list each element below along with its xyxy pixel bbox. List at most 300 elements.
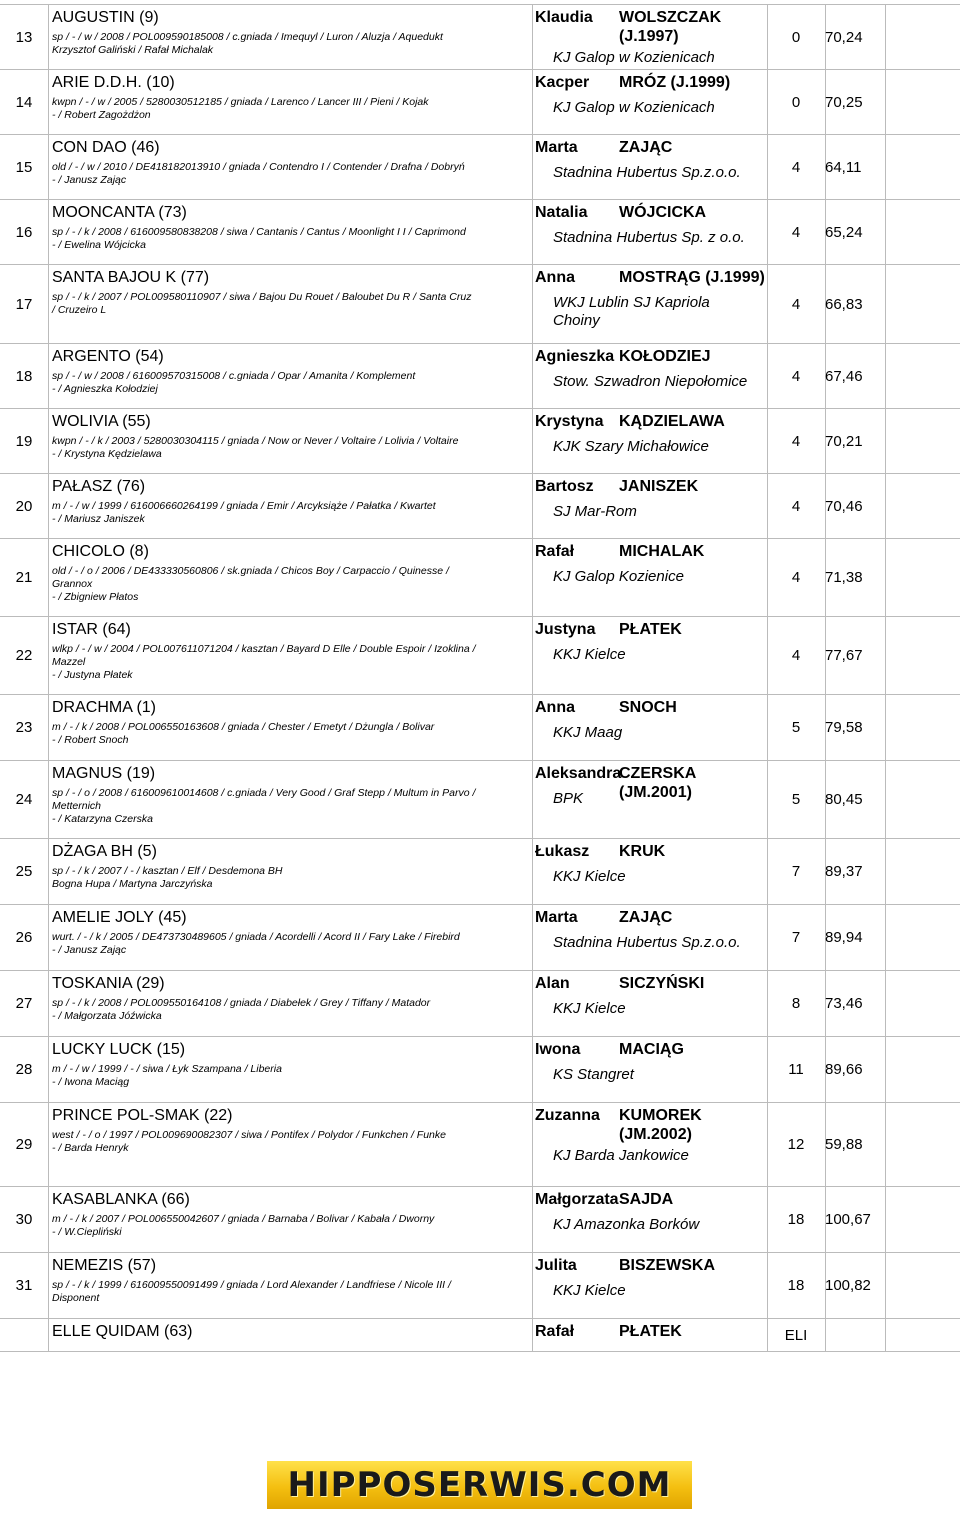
club-line: KJ Amazonka Borków <box>553 1216 700 1233</box>
horse-details <box>52 500 532 526</box>
horse-cell <box>52 1040 532 1089</box>
penalty-points: 4 <box>791 569 801 586</box>
club-name <box>553 934 765 952</box>
penalty-points: 0 <box>791 93 801 111</box>
rider-first-name: Iwona <box>535 1041 581 1058</box>
horse-detail-line: sp / - / k / 2007 / - / kasztan / Elf / Desdemona BH <box>52 865 283 877</box>
column-divider <box>532 695 533 760</box>
position: 29 <box>15 1136 33 1153</box>
column-divider <box>885 695 886 760</box>
round-time: 79,58 <box>825 719 863 736</box>
penalty-points: 7 <box>791 929 801 946</box>
result-row <box>0 473 960 538</box>
horse-detail-line: - / Janusz Zając <box>52 944 127 956</box>
club-name <box>553 568 765 586</box>
position: 15 <box>15 158 33 176</box>
club-line: Stow. Szwadron Niepołomice <box>553 373 748 390</box>
club-line: Stadnina Hubertus Sp.z.o.o. <box>553 934 741 951</box>
horse-name: SANTA BAJOU K (77) <box>52 269 210 286</box>
rider-last-name <box>619 477 767 496</box>
horse-detail-line: Grannox <box>52 578 93 590</box>
rider-last-name <box>619 1106 767 1144</box>
round-time: 67,46 <box>825 367 863 385</box>
result-row <box>0 538 960 616</box>
rider-last-name <box>619 620 767 639</box>
rider-last-name <box>619 268 767 287</box>
round-time: 80,45 <box>825 791 863 808</box>
club-name <box>553 49 765 67</box>
horse-detail-line: - / Mariusz Janiszek <box>52 513 145 525</box>
penalty-points: 18 <box>787 1211 805 1228</box>
position: 16 <box>15 223 33 241</box>
rider-last-line: (JM.2002) <box>619 1126 692 1143</box>
column-divider <box>48 344 49 408</box>
column-divider <box>532 539 533 616</box>
column-divider <box>48 1187 49 1252</box>
result-row <box>0 1318 960 1352</box>
rider-last-name <box>619 8 767 46</box>
column-divider <box>532 1103 533 1186</box>
column-divider <box>885 761 886 838</box>
penalty-points: 0 <box>791 28 801 46</box>
horse-detail-line: - / Janusz Zając <box>52 174 127 186</box>
result-row <box>0 694 960 760</box>
horse-cell <box>52 908 532 957</box>
rider-last-line: SICZYŃSKI <box>619 975 705 992</box>
column-divider <box>532 200 533 264</box>
position: 23 <box>15 719 33 736</box>
horse-cell <box>52 73 532 122</box>
horse-detail-line: m / - / k / 2007 / POL006550042607 / gniada / Barnaba / Bolivar / Kabała / Dworny <box>52 1213 435 1225</box>
horse-cell <box>52 620 532 682</box>
horse-cell <box>52 542 532 604</box>
column-divider <box>48 1253 49 1318</box>
rider-last-name <box>619 974 767 993</box>
horse-detail-line: kwpn / - / k / 2003 / 5280030304115 / gniada / Now or Never / Voltaire / Lolivia / Voltaire <box>52 435 459 447</box>
rider-last-line: MRÓZ (J.1999) <box>619 74 731 91</box>
column-divider <box>48 474 49 538</box>
results-table <box>0 4 960 1352</box>
column-divider <box>532 761 533 838</box>
club-name <box>553 294 765 330</box>
horse-name: TOSKANIA (29) <box>52 975 165 992</box>
column-divider <box>885 409 886 473</box>
horse-name: KASABLANKA (66) <box>52 1191 190 1208</box>
horse-detail-line: old / - / o / 2006 / DE433330560806 / sk.gniada / Chicos Boy / Carpaccio / Quinesse / <box>52 565 449 577</box>
rider-first-name: Natalia <box>535 204 588 221</box>
rider-last-name <box>619 412 767 431</box>
horse-detail-line: - / Katarzyna Czerska <box>52 813 153 825</box>
horse-detail-line: old / - / w / 2010 / DE418182013910 / gniada / Contendro I / Contender / Drafna / Dobryń <box>52 161 465 173</box>
club-name <box>553 229 765 247</box>
logo-text: HIPPOSERWIS.COM <box>287 1465 672 1505</box>
horse-details <box>52 1279 532 1305</box>
position: 28 <box>15 1061 33 1078</box>
rider-first-name: Marta <box>535 909 578 926</box>
position: 26 <box>15 929 33 946</box>
column-divider <box>532 265 533 343</box>
club-line: KJ Galop w Kozienicach <box>553 49 715 66</box>
horse-detail-line: sp / - / k / 2008 / POL009550164108 / gniada / Diabełek / Grey / Tiffany / Matador <box>52 997 431 1009</box>
horse-detail-line: - / Iwona Maciąg <box>52 1076 130 1088</box>
horse-name: ARGENTO (54) <box>52 348 164 365</box>
horse-cell <box>52 203 532 252</box>
column-divider <box>48 617 49 694</box>
horse-detail-line: sp / - / k / 1999 / 616009550091499 / gniada / Lord Alexander / Landfriese / Nicole III / <box>52 1279 451 1291</box>
horse-name: CON DAO (46) <box>52 139 160 156</box>
column-divider <box>48 695 49 760</box>
column-divider <box>885 1187 886 1252</box>
result-row <box>0 4 960 69</box>
club-line: Stadnina Hubertus Sp. z o.o. <box>553 229 745 246</box>
round-time: 100,82 <box>825 1277 871 1294</box>
round-time: 70,46 <box>825 497 863 515</box>
horse-name: CHICOLO (8) <box>52 543 149 560</box>
club-name <box>553 1216 765 1234</box>
penalty-points: 12 <box>787 1136 805 1153</box>
club-line: KS Stangret <box>553 1066 634 1083</box>
horse-details <box>52 370 532 396</box>
rider-first-name: Klaudia <box>535 9 593 26</box>
horse-name: PAŁASZ (76) <box>52 478 146 495</box>
horse-details <box>52 291 532 317</box>
horse-detail-line: / Cruzeiro L <box>52 304 107 316</box>
result-row <box>0 264 960 343</box>
rider-last-line: MOSTRĄG (J.1999) <box>619 269 765 286</box>
column-divider <box>885 1253 886 1318</box>
horse-cell <box>52 412 532 461</box>
rider-first-name: Alan <box>535 975 570 992</box>
horse-cell <box>52 974 532 1023</box>
rider-last-name <box>619 203 767 222</box>
penalty-points: 4 <box>791 497 801 515</box>
club-name <box>553 1000 765 1018</box>
rider-first-name: Zuzanna <box>535 1107 600 1124</box>
column-divider <box>532 474 533 538</box>
rider-last-line: BISZEWSKA <box>619 1257 715 1274</box>
round-time: 59,88 <box>825 1136 863 1153</box>
rider-last-name <box>619 1190 767 1209</box>
column-divider <box>48 1103 49 1186</box>
club-name <box>553 164 765 182</box>
club-line: WKJ Lublin SJ Kapriola <box>553 294 710 311</box>
column-divider <box>532 839 533 904</box>
rider-last-line: WOLSZCZAK <box>619 9 722 26</box>
horse-details <box>52 1213 532 1239</box>
club-name <box>553 724 765 742</box>
club-name <box>553 790 765 808</box>
horse-details <box>52 1063 532 1089</box>
horse-details <box>52 997 532 1023</box>
rider-last-name <box>619 138 767 157</box>
horse-details <box>52 643 532 682</box>
result-row <box>0 838 960 904</box>
result-row <box>0 1036 960 1102</box>
club-name <box>553 1066 765 1084</box>
horse-cell <box>52 347 532 396</box>
column-divider <box>885 839 886 904</box>
column-divider <box>885 539 886 616</box>
position: 20 <box>15 497 33 515</box>
penalty-points: 4 <box>791 432 801 450</box>
column-divider <box>48 200 49 264</box>
position: 31 <box>15 1277 33 1294</box>
rider-last-line: SAJDA <box>619 1191 674 1208</box>
horse-detail-line: Disponent <box>52 1292 100 1304</box>
penalty-points: 4 <box>791 295 801 313</box>
horse-name: NEMEZIS (57) <box>52 1257 157 1274</box>
round-time: 70,21 <box>825 432 863 450</box>
result-row <box>0 760 960 838</box>
position: 18 <box>15 367 33 385</box>
column-divider <box>532 1187 533 1252</box>
position: 24 <box>15 791 33 808</box>
horse-detail-line: Bogna Hupa / Martyna Jarczyńska <box>52 878 213 890</box>
rider-last-line: PŁATEK <box>619 621 682 638</box>
column-divider <box>885 200 886 264</box>
round-time: 77,67 <box>825 647 863 664</box>
rider-first-name: Justyna <box>535 621 596 638</box>
rider-first-name: Rafał <box>535 543 575 560</box>
column-divider <box>532 344 533 408</box>
result-row <box>0 616 960 694</box>
horse-cell <box>52 698 532 747</box>
horse-detail-line: - / Ewelina Wójcicka <box>52 239 146 251</box>
column-divider <box>48 1037 49 1102</box>
rider-first-name: Rafał <box>535 1323 575 1340</box>
horse-detail-line: wlkp / - / w / 2004 / POL007611071204 / kasztan / Bayard D Elle / Double Espoir / Izoklina / <box>52 643 476 655</box>
horse-name: AMELIE JOLY (45) <box>52 909 187 926</box>
result-row <box>0 408 960 473</box>
column-divider <box>885 265 886 343</box>
penalty-points: 8 <box>791 995 801 1012</box>
penalty-points: 4 <box>791 223 801 241</box>
horse-cell <box>52 1322 532 1341</box>
horse-detail-line: m / - / w / 1999 / 616006660264199 / gniada / Emir / Arcyksiąże / Pałatka / Kwartet <box>52 500 436 512</box>
rider-last-line: KĄDZIELAWA <box>619 413 725 430</box>
club-name <box>553 99 765 117</box>
horse-detail-line: - / W.Ciepliński <box>52 1226 122 1238</box>
club-name <box>553 1147 765 1165</box>
rider-first-name: Agnieszka <box>535 348 615 365</box>
rider-last-line: CZERSKA (JM.2001) <box>619 765 696 801</box>
rider-first-name: Małgorzata <box>535 1191 619 1208</box>
column-divider <box>48 70 49 134</box>
column-divider <box>532 971 533 1036</box>
rider-last-name <box>619 1040 767 1059</box>
column-divider <box>48 761 49 838</box>
club-line: KJ Galop w Kozienicach <box>553 99 715 116</box>
horse-name: DRACHMA (1) <box>52 699 157 716</box>
horse-details <box>52 161 532 187</box>
column-divider <box>48 905 49 970</box>
column-divider <box>48 1319 49 1351</box>
horse-name: ARIE D.D.H. (10) <box>52 74 175 91</box>
horse-detail-line: Metternich <box>52 800 102 812</box>
rider-last-line: ZAJĄC <box>619 139 673 156</box>
rider-last-name <box>619 73 767 92</box>
result-row <box>0 970 960 1036</box>
column-divider <box>532 409 533 473</box>
rider-last-line: WÓJCICKA <box>619 204 707 221</box>
rider-last-name <box>619 347 767 366</box>
result-row <box>0 1252 960 1318</box>
horse-cell <box>52 842 532 891</box>
round-time: 66,83 <box>825 295 863 313</box>
horse-detail-line: m / - / k / 2008 / POL006550163608 / gniada / Chester / Emetyt / Dżungla / Bolivar <box>52 721 435 733</box>
rider-last-line: KRUK <box>619 843 666 860</box>
column-divider <box>532 617 533 694</box>
club-line: Choiny <box>553 312 600 329</box>
rider-first-name: Łukasz <box>535 843 590 860</box>
horse-details <box>52 31 532 57</box>
rider-first-name: Bartosz <box>535 478 594 495</box>
result-row <box>0 69 960 134</box>
penalty-points: 18 <box>787 1277 805 1294</box>
round-time: 71,38 <box>825 569 863 586</box>
horse-cell <box>52 477 532 526</box>
result-row <box>0 1186 960 1252</box>
horse-name: DŻAGA BH (5) <box>52 843 157 860</box>
column-divider <box>885 474 886 538</box>
club-name <box>553 1282 765 1300</box>
horse-cell <box>52 1190 532 1239</box>
round-time: 89,94 <box>825 929 863 946</box>
position: 19 <box>15 432 33 450</box>
column-divider <box>48 5 49 69</box>
round-time: 89,37 <box>825 863 863 880</box>
column-divider <box>885 905 886 970</box>
rider-first-name: Krystyna <box>535 413 604 430</box>
column-divider <box>48 839 49 904</box>
horse-details <box>52 787 532 826</box>
column-divider <box>885 617 886 694</box>
horse-detail-line: - / Robert Zagożdżon <box>52 109 151 121</box>
column-divider <box>532 1253 533 1318</box>
horse-name: MAGNUS (19) <box>52 765 156 782</box>
horse-detail-line: sp / - / k / 2007 / POL009580110907 / siwa / Bajou Du Rouet / Baloubet Du R / Santa Cruz <box>52 291 472 303</box>
penalty-points: 5 <box>791 719 801 736</box>
position: 30 <box>15 1211 33 1228</box>
round-time: 73,46 <box>825 995 863 1012</box>
rider-first-name: Julita <box>535 1257 577 1274</box>
position: 21 <box>15 569 33 586</box>
position: 27 <box>15 995 33 1012</box>
column-divider <box>532 1037 533 1102</box>
position: 25 <box>15 863 33 880</box>
horse-detail-line: - / Małgorzata Jóźwicka <box>52 1010 162 1022</box>
club-name <box>553 438 765 456</box>
result-row <box>0 1102 960 1186</box>
horse-cell <box>52 138 532 187</box>
position: 22 <box>15 647 33 664</box>
rider-first-name: Aleksandra <box>535 765 622 782</box>
penalty-points: 7 <box>791 863 801 880</box>
rider-last-name <box>619 1256 767 1275</box>
rider-last-line: ZAJĄC <box>619 909 673 926</box>
column-divider <box>885 344 886 408</box>
rider-last-line: MICHALAK <box>619 543 705 560</box>
club-line: KKJ Kielce <box>553 646 626 663</box>
round-time: 65,24 <box>825 223 863 241</box>
rider-last-name <box>619 698 767 717</box>
club-line: KJ Galop Kozienice <box>553 568 684 585</box>
rider-last-name <box>619 542 767 561</box>
club-line: KKJ Maag <box>553 724 623 741</box>
horse-detail-line: kwpn / - / w / 2005 / 5280030512185 / gniada / Larenco / Lancer III / Pieni / Kojak <box>52 96 429 108</box>
horse-detail-line: wurt. / - / k / 2005 / DE473730489605 / gniada / Acordelli / Acord II / Fary Lake / Firebird <box>52 931 460 943</box>
column-divider <box>532 135 533 199</box>
round-time: 70,24 <box>825 28 863 46</box>
horse-detail-line: sp / - / k / 2008 / 616009580838208 / siwa / Cantanis / Cantus / Moonlight I I / Caprimond <box>52 226 466 238</box>
club-line: SJ Mar-Rom <box>553 503 637 520</box>
column-divider <box>885 1037 886 1102</box>
penalty-points: 5 <box>791 791 801 808</box>
column-divider <box>532 70 533 134</box>
rider-last-name <box>619 1322 767 1341</box>
penalty-points: 11 <box>788 1061 804 1078</box>
rider-first-name: Kacper <box>535 74 590 91</box>
horse-cell <box>52 1256 532 1305</box>
column-divider <box>532 1319 533 1351</box>
club-name <box>553 373 765 391</box>
rider-last-line: KOŁODZIEJ <box>619 348 711 365</box>
position: 14 <box>15 93 33 111</box>
horse-name: MOONCANTA (73) <box>52 204 187 221</box>
rider-first-name: Marta <box>535 139 578 156</box>
horse-detail-line: Mazzel <box>52 656 86 668</box>
hipposerwis-logo[interactable] <box>267 1461 692 1509</box>
horse-details <box>52 931 532 957</box>
rider-last-line: MACIĄG <box>619 1041 684 1058</box>
position: 17 <box>15 295 33 313</box>
column-divider <box>532 5 533 69</box>
horse-details <box>52 565 532 604</box>
horse-details <box>52 865 532 891</box>
result-row <box>0 134 960 199</box>
result-row <box>0 199 960 264</box>
rider-last-name <box>619 908 767 927</box>
horse-details <box>52 226 532 252</box>
horse-cell <box>52 1106 532 1155</box>
horse-name: ISTAR (64) <box>52 621 131 638</box>
horse-name: PRINCE POL-SMAK (22) <box>52 1107 233 1124</box>
rider-last-line: KUMOREK <box>619 1107 702 1124</box>
column-divider <box>48 135 49 199</box>
club-name <box>553 868 765 886</box>
club-line: KJK Szary Michałowice <box>553 438 709 455</box>
horse-detail-line: - / Barda Henryk <box>52 1142 129 1154</box>
column-divider <box>885 135 886 199</box>
horse-detail-line: - / Krystyna Kędzielawa <box>52 448 162 460</box>
position <box>0 1319 48 1351</box>
column-divider <box>48 409 49 473</box>
result-row <box>0 904 960 970</box>
column-divider <box>48 539 49 616</box>
horse-detail-line: - / Robert Snoch <box>52 734 129 746</box>
penalty-points: 4 <box>791 158 801 176</box>
round-time: 64,11 <box>825 158 862 176</box>
penalty-points: ELI <box>784 1326 808 1344</box>
horse-name: AUGUSTIN (9) <box>52 9 159 26</box>
club-line: KKJ Kielce <box>553 1282 626 1299</box>
round-time: 100,67 <box>825 1211 871 1228</box>
horse-detail-line: m / - / w / 1999 / - / siwa / Łyk Szampana / Liberia <box>52 1063 282 1075</box>
horse-details <box>52 721 532 747</box>
horse-details <box>52 96 532 122</box>
position: 13 <box>15 28 33 46</box>
horse-details <box>52 435 532 461</box>
